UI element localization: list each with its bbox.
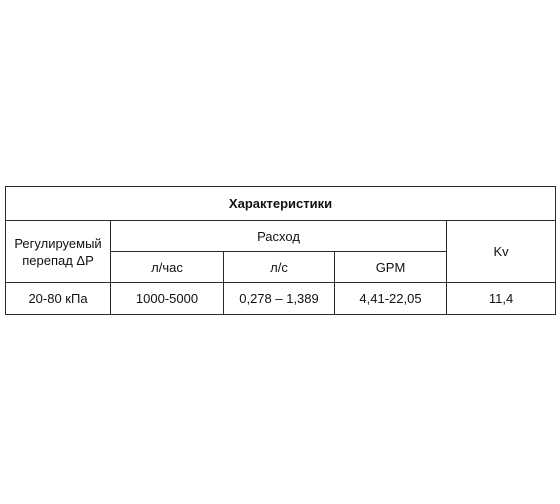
pressure-drop-header-line2: перепад ΔP [22,252,94,268]
pressure-drop-header [6,221,111,283]
flow-ls-value: 0,278 – 1,389 [224,283,335,315]
table-header-row [6,221,556,252]
kv-header: Kv [447,221,556,283]
pressure-range-value: 20-80 кПа [6,283,111,315]
unit-gpm: GPM [335,252,447,283]
table-row [6,283,556,315]
flow-lh-value: 1000-5000 [111,283,224,315]
kv-value: 11,4 [447,283,556,315]
table-title-row [6,187,556,221]
pressure-drop-header-line1: Регулируемый [14,235,102,251]
characteristics-table [5,186,556,315]
flow-gpm-value: 4,41-22,05 [335,283,447,315]
unit-liters-per-second: л/с [224,252,335,283]
unit-liters-per-hour: л/час [111,252,224,283]
flow-header: Расход [111,221,447,252]
table-title: Характеристики [6,187,556,221]
